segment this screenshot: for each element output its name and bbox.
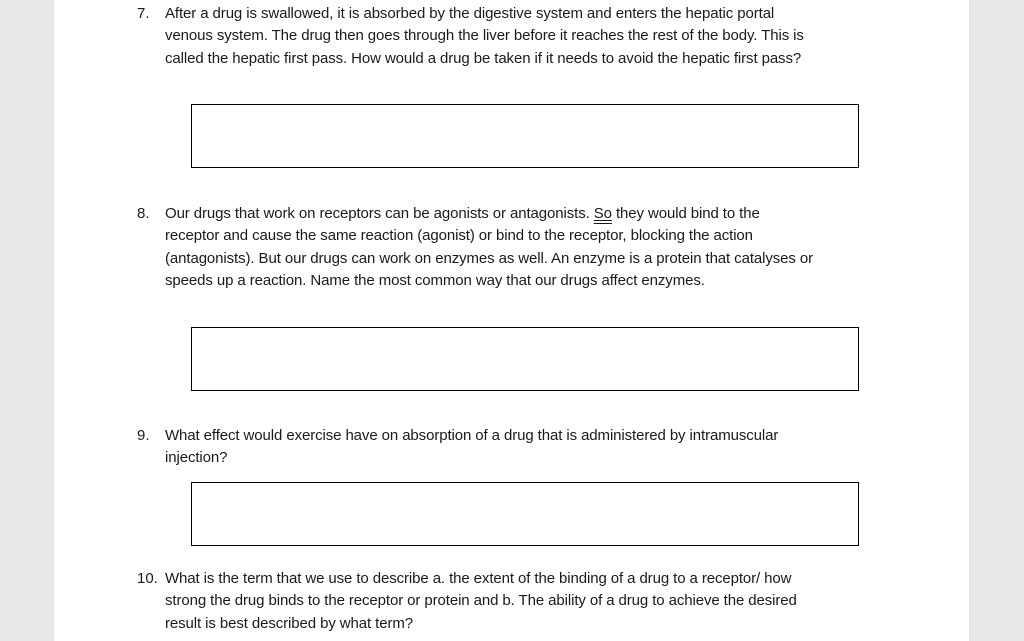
question-text: What effect would exercise have on absorption of a drug that is administered by intramuscular injection? [165,427,779,467]
question-text [165,203,817,293]
question-10 [137,568,817,635]
question-text: What is the term that we use to describe a. the extent of the binding of a drug to a receptor/ how strong the drug binds to the receptor or protein and b. The ability of a drug to achieve the desired result is best described by what term? [165,570,797,632]
answer-box-9[interactable] [191,482,859,546]
question-number: 10. [137,570,158,587]
question-number: 9. [137,427,150,444]
grammar-flagged-word[interactable]: So [593,205,612,222]
question-text-part: they would bind to the receptor and cause the same reaction (agonist) or bind to the receptor, blocking the action (antagonists). But our drugs can work on enzymes as well. An enzyme is a protein that catalyses or speeds up a reaction. Name the most common way that our drugs affect enzymes. [165,205,814,290]
question-8 [137,203,817,293]
question-text-part: Our drugs that work on receptors can be agonists or antagonists. [165,205,594,222]
question-9 [137,425,817,470]
question-7 [137,3,817,70]
answer-box-8[interactable] [191,327,859,391]
question-text: After a drug is swallowed, it is absorbed by the digestive system and enters the hepatic portal venous system. The drug then goes through the liver before it reaches the rest of the body. This is called the hepatic first pass. How would a drug be taken if it needs to avoid the hepatic first pass? [165,5,804,67]
question-number: 8. [137,205,150,222]
answer-box-7[interactable] [191,104,859,168]
question-number: 7. [137,5,150,22]
